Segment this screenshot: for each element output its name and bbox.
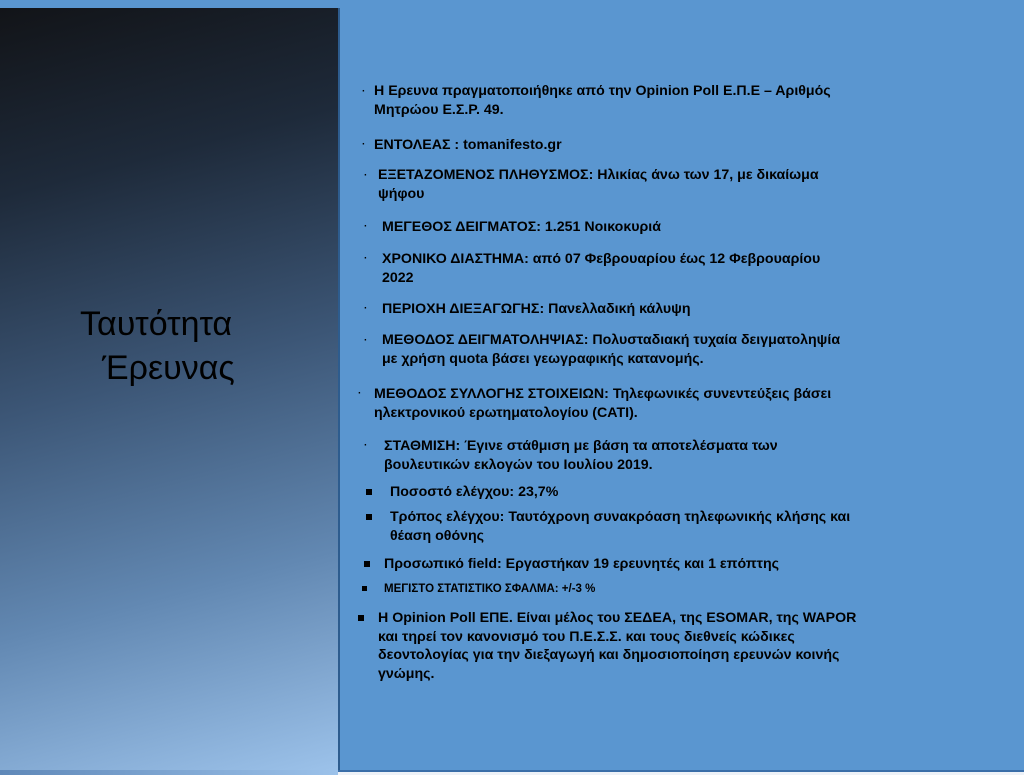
bullet-square-icon xyxy=(366,514,372,520)
slide-title-line-1: Ταυτότητα xyxy=(80,305,233,343)
bullet-dot-icon: · xyxy=(364,335,368,346)
slide-title xyxy=(80,302,280,390)
list-item-text: ΜΕΓΙΣΤΟ ΣΤΑΤΙΣΤΙΚΟ ΣΦΑΛΜΑ: +/-3 % xyxy=(384,583,596,595)
list-item-time-period xyxy=(382,250,820,287)
list-item-text: ΕΞΕΤΑΖΟΜΕΝΟΣ ΠΛΗΘΥΣΜΟΣ: Ηλικίας άνω των 17, με δικαίωμα xyxy=(378,167,819,183)
list-item-text: Η Opinion Poll ΕΠΕ. Είναι μέλος του ΣΕΔΕΑ, της ESOMAR, της WAPOR xyxy=(378,610,857,626)
list-item-client xyxy=(374,136,562,155)
bullet-dot-icon: · xyxy=(364,221,368,232)
slide-title-line-2: Έρευνας xyxy=(102,349,235,387)
list-item-area xyxy=(382,300,691,319)
list-item-text-continued: βουλευτικών εκλογών του Ιουλίου 2019. xyxy=(384,456,653,473)
bullet-square-icon xyxy=(362,586,367,591)
list-item-text-continued: ψήφου xyxy=(378,185,425,202)
list-item-text: ΜΕΘΟΔΟΣ ΣΥΛΛΟΓΗΣ ΣΤΟΙΧΕΙΩΝ: Τηλεφωνικές συνεντεύξεις βάσει xyxy=(374,386,832,402)
list-item-text: ΣΤΑΘΜΙΣΗ: Έγινε στάθμιση με βάση τα αποτελέσματα των xyxy=(384,438,778,454)
list-item-field-staff xyxy=(384,555,779,574)
list-item-weighting xyxy=(384,437,778,474)
list-item-text-continued: ηλεκτρονικού ερωτηματολογίου (CATI). xyxy=(374,404,638,421)
list-item-text: ΠΕΡΙΟΧΗ ΔΙΕΞΑΓΩΓΗΣ: Πανελλαδική κάλυψη xyxy=(382,301,691,317)
bullet-dot-icon: · xyxy=(362,86,366,97)
list-item-text: Τρόπος ελέγχου: Ταυτόχρονη συνακρόαση τηλεφωνικής κλήσης και xyxy=(390,509,851,525)
bullet-dot-icon: · xyxy=(364,440,368,451)
bottom-edge-gradient xyxy=(0,770,338,775)
list-item-text-continued: γνώμης. xyxy=(378,665,435,682)
bullet-square-icon xyxy=(366,489,372,495)
list-item-institute xyxy=(374,82,831,119)
list-item-control-method xyxy=(390,508,850,545)
bullet-dot-icon: · xyxy=(364,170,368,181)
list-item-text-continued: θέαση οθόνης xyxy=(390,527,485,544)
bullet-dot-icon: · xyxy=(364,253,368,264)
list-item-text: ΧΡΟΝΙΚΟ ΔΙΑΣΤΗΜΑ: από 07 Φεβρουαρίου έως 12 Φεβρουαρίου xyxy=(382,251,821,267)
list-item-max-error xyxy=(384,580,595,599)
bullet-square-icon xyxy=(358,615,364,621)
list-item-text-continued: και τηρεί τον κανονισμό του Π.Ε.Σ.Σ. και τους διεθνείς κώδικες xyxy=(378,628,795,645)
list-item-control-rate xyxy=(390,483,558,502)
bullet-dot-icon: · xyxy=(358,388,362,399)
list-item-sampling-method xyxy=(382,331,840,368)
list-item-text: Ποσοστό ελέγχου: 23,7% xyxy=(390,484,559,500)
list-item-text: Η Ερευνα πραγματοποιήθηκε από την Opinion Poll Ε.Π.Ε – Αριθμός xyxy=(374,83,831,99)
list-item-text-continued: δεοντολογίας για την διεξαγωγή και δημοσιοποίηση ερευνών κοινής xyxy=(378,647,840,663)
bullet-square-icon xyxy=(364,561,370,567)
bullet-dot-icon: · xyxy=(364,303,368,314)
bullet-dot-icon: · xyxy=(362,139,366,150)
bottom-edge-line xyxy=(338,770,1024,772)
list-item-population xyxy=(378,166,819,203)
list-item-text: ΜΕΘΟΔΟΣ ΔΕΙΓΜΑΤΟΛΗΨΙΑΣ: Πολυσταδιακή τυχαία δειγματοληψία xyxy=(382,332,841,348)
list-item-text: ΕΝΤΟΛΕΑΣ : tomanifesto.gr xyxy=(374,137,562,153)
list-item-text: Προσωπικό field: Εργαστήκαν 19 ερευνητές και 1 επόπτης xyxy=(384,556,780,572)
title-panel xyxy=(0,8,338,772)
list-item-text-continued: Μητρώου Ε.Σ.Ρ. 49. xyxy=(374,101,504,118)
list-item-text: ΜΕΓΕΘΟΣ ΔΕΙΓΜΑΤΟΣ: 1.251 Νοικοκυριά xyxy=(382,219,661,235)
list-item-text-continued: 2022 xyxy=(382,269,414,286)
list-item-membership xyxy=(378,609,856,683)
list-item-sample-size xyxy=(382,218,661,237)
list-item-collection-method xyxy=(374,385,831,422)
bottom-edge-strip xyxy=(0,770,1024,775)
survey-details-list xyxy=(340,0,1024,770)
list-item-text-continued: με χρήση quota βάσει γεωγραφικής κατανομής. xyxy=(382,350,704,367)
